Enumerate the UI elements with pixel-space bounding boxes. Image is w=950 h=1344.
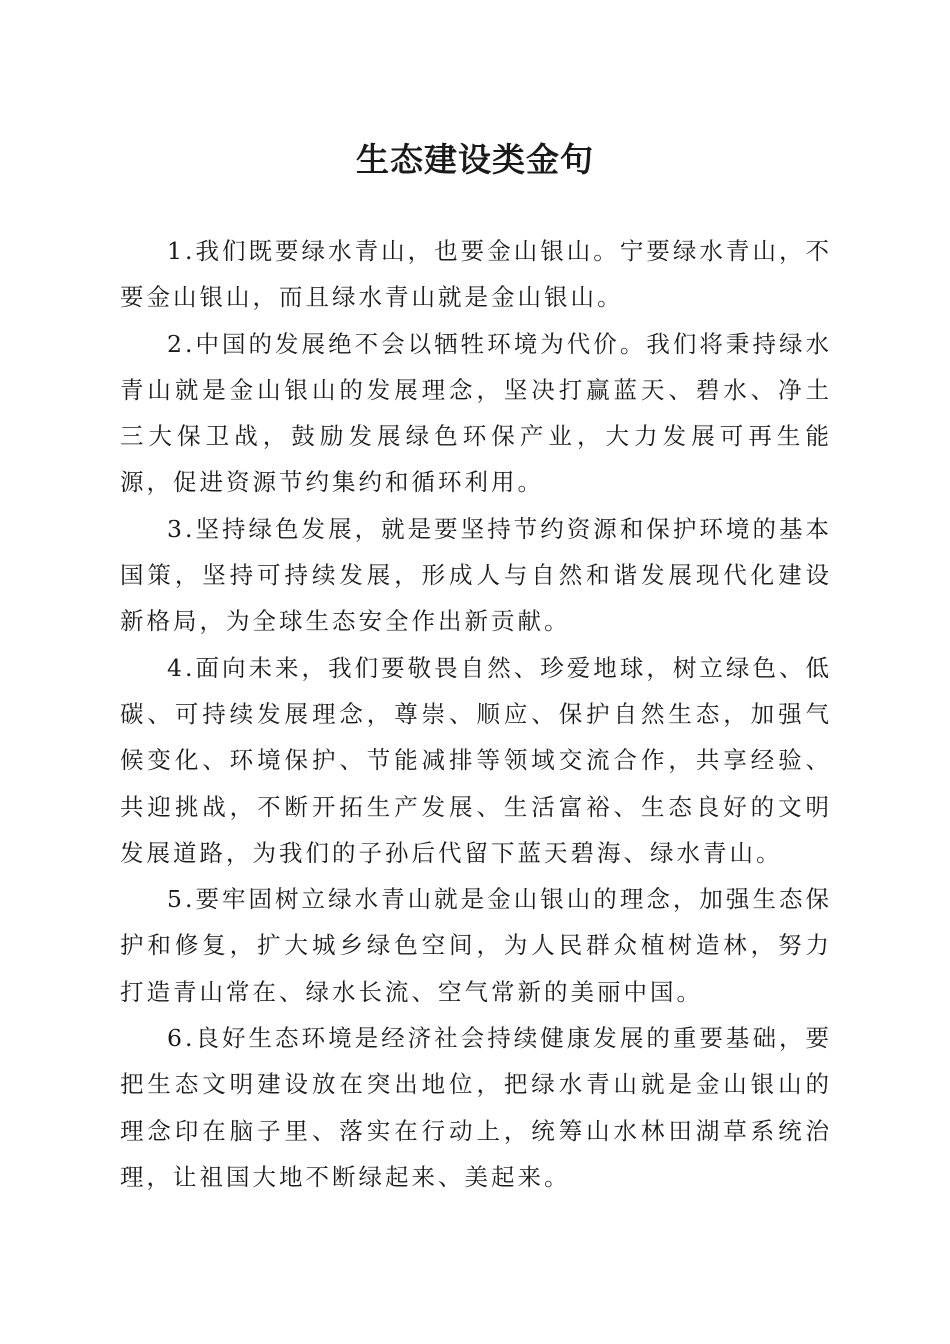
paragraph-5: 5.要牢固树立绿水青山就是金山银山的理念，加强生态保护和修复，扩大城乡绿色空间，为人民群众植树造林，努力打造青山常在、绿水长流、空气常新的美丽中国。: [120, 885, 832, 1006]
document-body: [120, 228, 832, 1200]
paragraph-3: 3.坚持绿色发展，就是要坚持节约资源和保护环境的基本国策，坚持可持续发展，形成人与自然和谐发展现代化建设新格局，为全球生态安全作出新贡献。: [120, 514, 832, 636]
paragraph-4: 4.面向未来，我们要敬畏自然、珍爱地球，树立绿色、低碳、可持续发展理念，尊崇、顺应、保护自然生态，加强气候变化、环境保护、节能减排等领域交流合作，共享经验、共迎挑战，不断开拓生产发展、生活富裕、生态良好的文明发展道路，为我们的子孙后代留下蓝天碧海、绿水青山。: [120, 653, 832, 867]
paragraph-1: 1.我们既要绿水青山，也要金山银山。宁要绿水青山，不要金山银山，而且绿水青山就是金山银山。: [120, 237, 832, 312]
document-title: 生态建设类金句: [356, 140, 594, 179]
paragraph-2: 2.中国的发展绝不会以牺牲环境为代价。我们将秉持绿水青山就是金山银山的发展理念，坚决打赢蓝天、碧水、净土三大保卫战，鼓励发展绿色环保产业，大力发展可再生能源，促进资源节约集约和循环利用。: [120, 329, 832, 497]
paragraph-6: 6.良好生态环境是经济社会持续健康发展的重要基础，要把生态文明建设放在突出地位，把绿水青山就是金山银山的理念印在脑子里、落实在行动上，统筹山水林田湖草系统治理，让祖国大地不断绿起来、美起来。: [120, 1024, 832, 1191]
